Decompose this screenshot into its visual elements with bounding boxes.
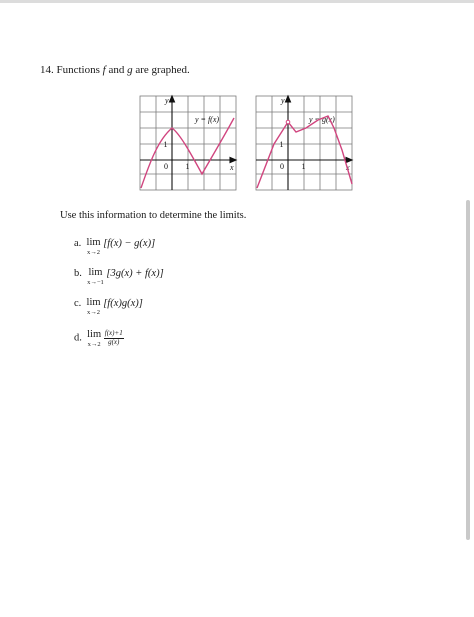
problem-number: 14. xyxy=(40,64,54,76)
instructions: Use this information to determine the limits. xyxy=(60,210,247,221)
x-axis-arrow xyxy=(346,158,352,163)
origin-label: 0 xyxy=(164,162,168,171)
y-axis-arrow xyxy=(170,96,175,102)
x-axis-arrow xyxy=(230,158,236,163)
problem-statement: 14. Functions f and g are graphed. xyxy=(40,64,190,76)
limit-item-a: a. lim x→2 [f(x) − g(x)] xyxy=(74,237,156,256)
g-symbol: g xyxy=(127,64,133,76)
limit-expression: [f(x)g(x)] xyxy=(103,298,143,309)
y-axis-label: y xyxy=(165,96,169,105)
fraction-numerator: f(x)+1 xyxy=(104,329,123,337)
f-symbol: f xyxy=(102,64,106,76)
graph-f xyxy=(138,92,240,192)
item-letter: c. xyxy=(74,298,82,309)
g-curve xyxy=(257,116,352,188)
tick-label-x-one: 1 xyxy=(301,162,306,171)
limit-item-b: b. lim x→−1 [3g(x) + f(x)] xyxy=(74,267,164,286)
limit-fraction xyxy=(104,330,124,346)
g-open-dot xyxy=(286,120,290,124)
x-axis-label: x xyxy=(230,163,234,172)
vertical-scrollbar[interactable] xyxy=(466,200,470,540)
graph-g xyxy=(254,92,356,192)
limit-expression: [3g(x) + f(x)] xyxy=(106,268,164,279)
tick-label-y-one: 1 xyxy=(279,140,284,149)
item-letter: d. xyxy=(74,332,82,344)
y-axis-arrow xyxy=(286,96,291,102)
fraction-denominator: g(x) xyxy=(108,337,120,346)
tick-label-y-one: 1 xyxy=(163,140,168,149)
x-axis-label: x xyxy=(346,163,350,172)
limit-expression: [f(x) − g(x)] xyxy=(103,238,156,249)
item-letter: a. xyxy=(74,238,82,249)
func-label: y = g(x) xyxy=(309,115,335,124)
top-border xyxy=(0,0,474,3)
y-axis-label: y xyxy=(281,96,285,105)
origin-label: 0 xyxy=(280,162,284,171)
limit-item-c: c. lim x→2 [f(x)g(x)] xyxy=(74,297,143,316)
func-label: y = f(x) xyxy=(195,115,220,124)
limit-item-d: d. lim x→2 $\frac{f(x)+1}{g(x)}$ xyxy=(74,329,123,348)
item-letter: b. xyxy=(74,268,82,279)
tick-label-x-one: 1 xyxy=(185,162,190,171)
